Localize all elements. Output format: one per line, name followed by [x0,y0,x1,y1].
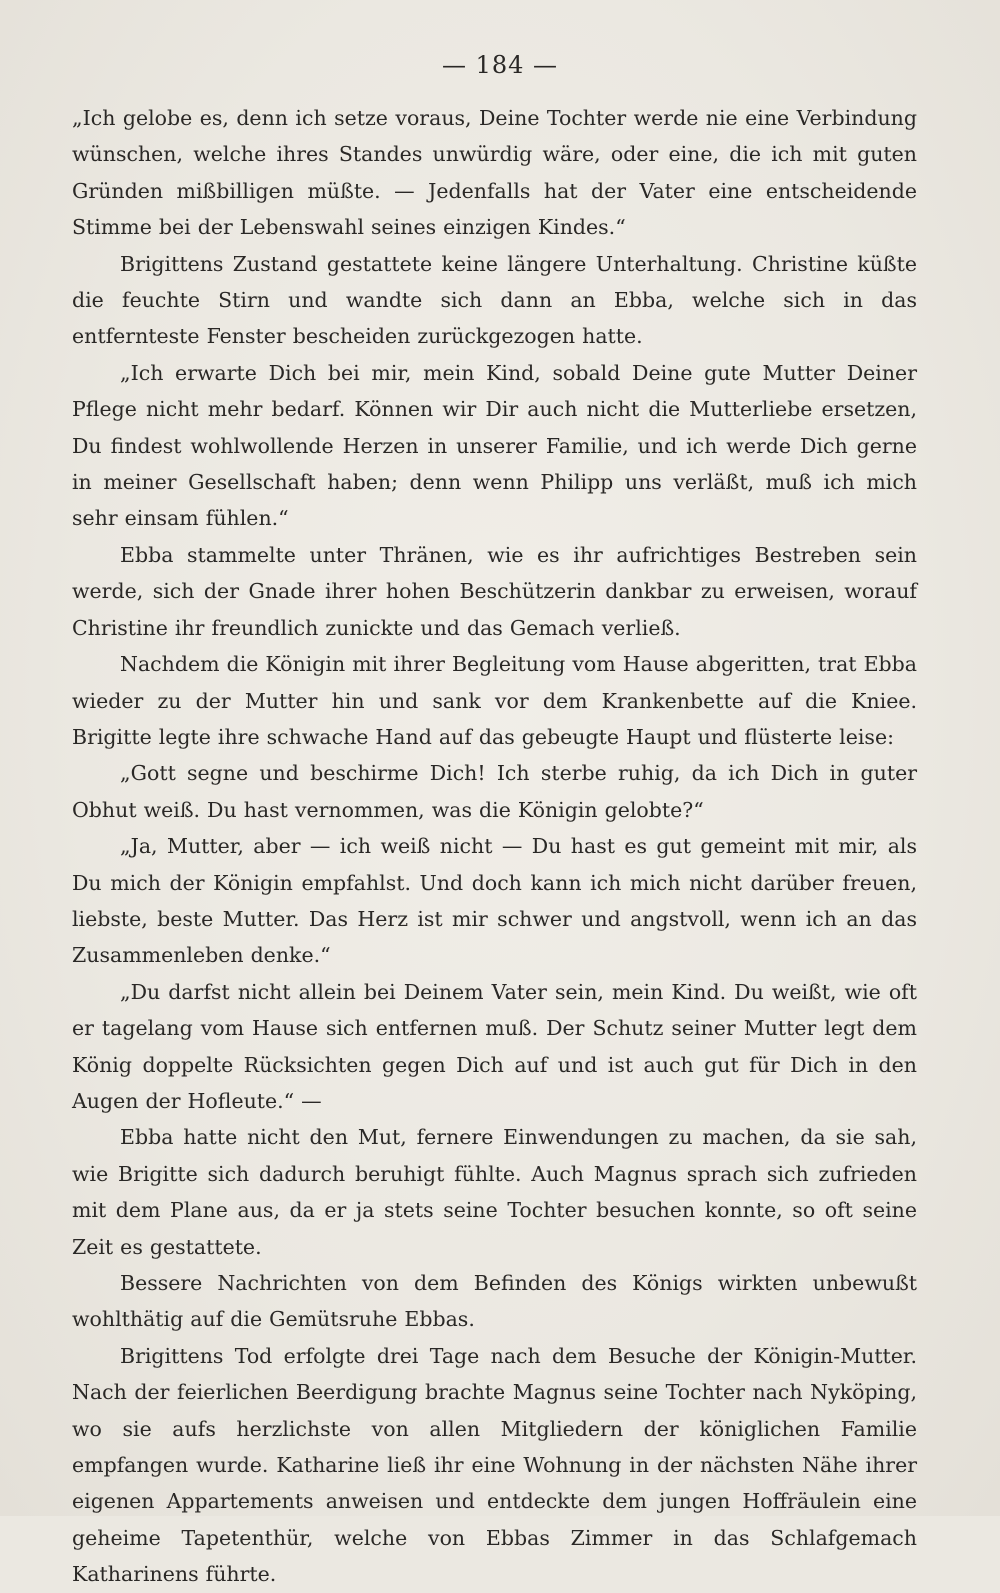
paragraph-10: Bessere Nachrichten von dem Befinden des Königs wirkten unbewußt wohlthätig auf die Gemütsruhe Ebbas. [72,1271,917,1332]
body-text [72,100,917,1593]
paragraph-3: „Ich erwarte Dich bei mir, mein Kind, sobald Deine gute Mutter Deiner Pflege nicht mehr bedarf. Können wir Dir auch nicht die Mutterliebe ersetzen, Du findest wohlwollende Herzen in unserer Familie, und ich werde Dich gerne in meiner Gesellschaft haben; denn wenn Philipp uns verläßt, muß ich mich sehr einsam fühlen.“ [72,360,917,531]
paragraph-1: „Ich gelobe es, denn ich setze voraus, Deine Tochter werde nie eine Verbindung wünschen, welche ihres Standes unwürdig wäre, oder eine, die ich mit guten Gründen mißbilligen müßte. — Jedenfalls hat der Vater eine entscheidende Stimme bei der Lebenswahl seines einzigen Kindes.“ [72,106,917,240]
paragraph-8: „Du darfst nicht allein bei Deinem Vater sein, mein Kind. Du weißt, wie oft er tagelang vom Hause sich entfernen muß. Der Schutz seiner Mutter legt dem König doppelte Rücksichten gegen Dich auf und ist auch gut für Dich in den Augen der Hofleute.“ — [72,979,917,1113]
paragraph-11: Brigittens Tod erfolgte drei Tage nach dem Besuche der Königin-Mutter. Nach der feierlichen Beerdigung brachte Magnus seine Tochter nach Nyköping, wo sie aufs herzlichste von allen Mitgliedern der königlichen Familie empfangen wurde. Katharine ließ ihr eine Wohnung in der nächsten Nähe ihrer eigenen Appartements anweisen und entdeckte dem jungen Hoffräulein eine geheime Tapetenthür, welche von Ebbas Zimmer in das Schlafgemach Katharinens führte. [72,1343,917,1587]
page-number: — 184 — [441,51,559,79]
paragraph-9: Ebba hatte nicht den Mut, fernere Einwendungen zu machen, da sie sah, wie Brigitte sich dadurch beruhigt fühlte. Auch Magnus sprach sich zufrieden mit dem Plane aus, da er ja stets seine Tochter besuchen konnte, so oft seine Zeit es gestattete. [72,1125,917,1259]
paragraph-7: „Ja, Mutter, aber — ich weiß nicht — Du hast es gut gemeint mit mir, als Du mich der Königin empfahlst. Und doch kann ich mich nicht darüber freuen, liebste, beste Mutter. Das Herz ist mir schwer und angstvoll, wenn ich an das Zusammenleben denke.“ [72,834,917,968]
paragraph-4: Ebba stammelte unter Thränen, wie es ihr aufrichtiges Bestreben sein werde, sich der Gnade ihrer hohen Beschützerin dankbar zu erweisen, worauf Christine ihr freundlich zunickte und das Gemach verließ. [72,542,917,640]
paragraph-2: Brigittens Zustand gestattete keine längere Unterhaltung. Christine küßte die feuchte Stirn und wandte sich dann an Ebba, welche sich in das entfernteste Fenster bescheiden zurückgezogen hatte. [72,251,917,349]
paragraph-6: „Gott segne und beschirme Dich! Ich sterbe ruhig, da ich Dich in guter Obhut weiß. Du hast vernommen, was die Königin gelobte?“ [72,761,917,822]
paragraph-5: Nachdem die Königin mit ihrer Begleitung vom Hause abgeritten, trat Ebba wieder zu der Mutter hin und sank vor dem Krankenbette auf die Kniee. Brigitte legte ihre schwache Hand auf das gebeugte Haupt und flüsterte leise: [72,652,917,749]
